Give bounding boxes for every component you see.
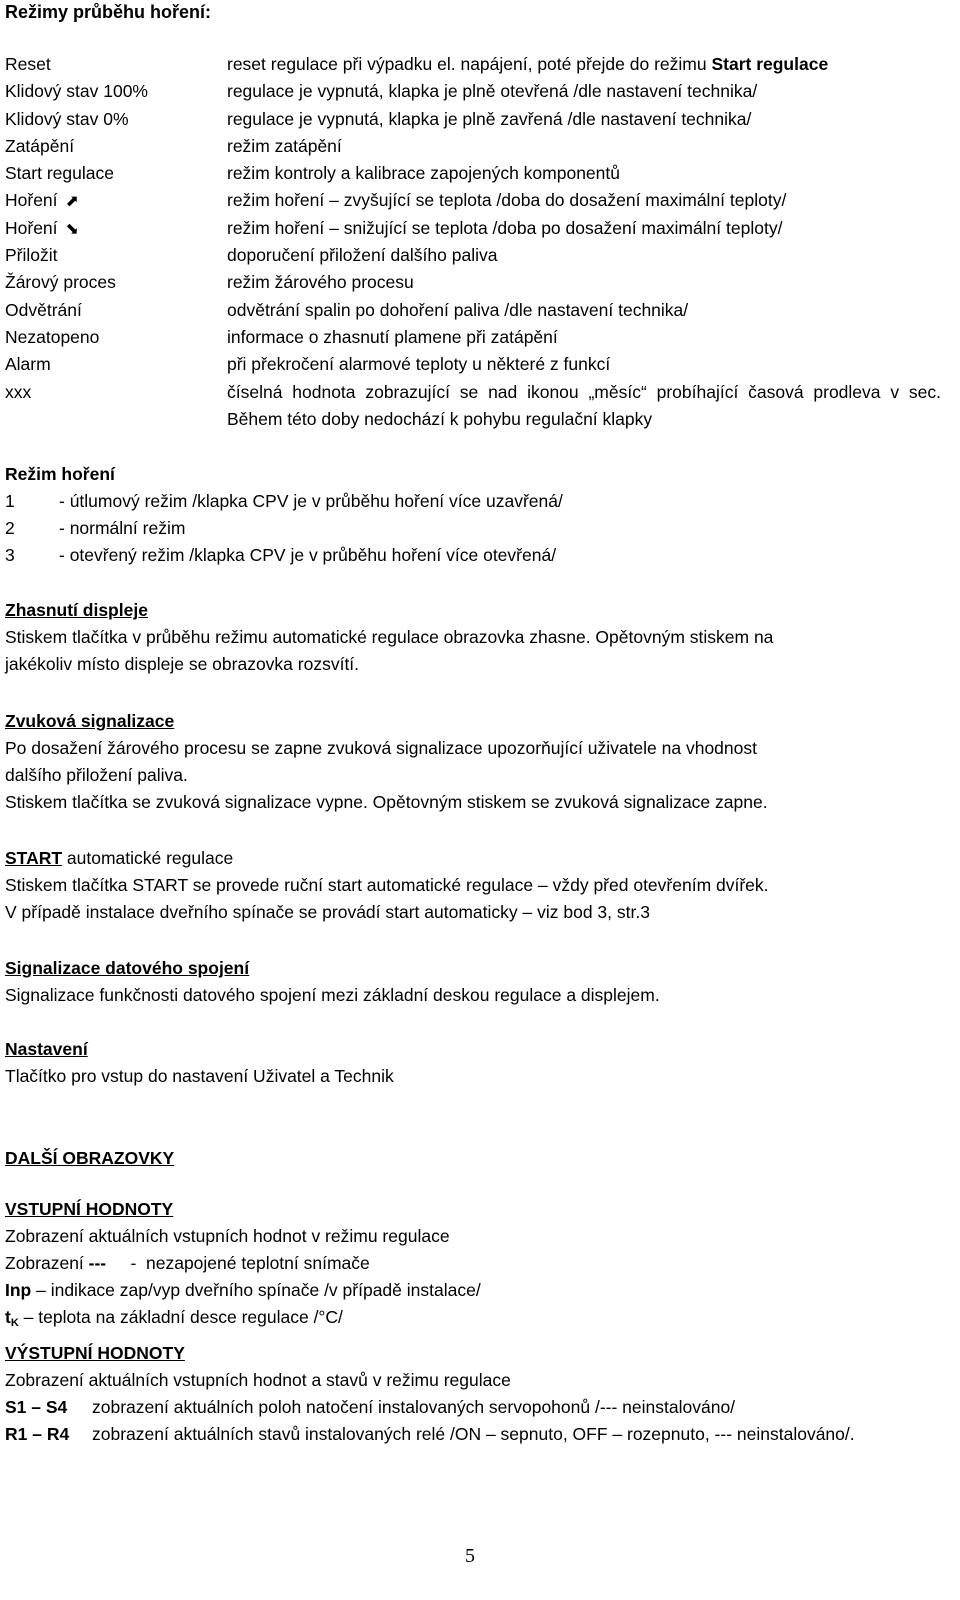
mode-name: Odvětrání <box>5 299 82 320</box>
paragraph-line: Inp – indikace zap/vyp dveřního spínače /v případě instalace/ <box>5 1280 481 1300</box>
mode-desc: režim hoření – snižující se teplota /doba po dosažení maximální teploty/ <box>227 217 783 238</box>
mode-row <box>5 297 955 324</box>
mode-desc: při překročení alarmové teploty u některé z funkcí <box>227 354 611 375</box>
mode-desc: číselná hodnota zobrazující se nad ikonou „měsíc“ probíhající časová prodleva v sec. Během této doby nedochází k pohybu regulační klapky <box>227 381 941 429</box>
mode-name: Zatápění <box>5 135 75 156</box>
mode-row <box>5 187 955 214</box>
mode-desc: režim žárového procesu <box>227 272 414 293</box>
mode-desc: regulace je vypnutá, klapka je plně otevřená /dle nastavení technika/ <box>227 81 758 102</box>
mode-row <box>5 51 955 78</box>
section-heading: DALŠÍ OBRAZOVKY <box>5 1148 175 1168</box>
list-item: 1 - útlumový režim /klapka CPV je v průběhu hoření více uzavřená/ <box>5 491 563 511</box>
mode-desc: odvětrání spalin po dohoření paliva /dle nastavení technika/ <box>227 299 689 320</box>
mode-desc: režim hoření – zvyšující se teplota /doba do dosažení maximální teploty/ <box>227 190 787 211</box>
paragraph-line: Stiskem tlačítka START se provede ruční start automatické regulace – vždy před otevřením dvířek. <box>5 875 769 895</box>
mode-row <box>5 215 955 242</box>
paragraph-line: dalšího přiložení paliva. <box>5 765 188 785</box>
mode-name: Alarm <box>5 354 51 375</box>
list-item: 2 - normální režim <box>5 518 186 538</box>
mode-name: Nezatopeno <box>5 326 100 347</box>
arrow-down-right-icon: ⬊ <box>65 220 79 238</box>
mode-name: xxx <box>5 381 32 402</box>
paragraph-line: Po dosažení žárového procesu se zapne zvuková signalizace upozorňující uživatele na vhodnost <box>5 738 757 758</box>
section-heading: START automatické regulace <box>5 848 234 868</box>
section-heading: Režim hoření <box>5 464 115 484</box>
mode-name: Klidový stav 0% <box>5 108 129 129</box>
section-heading: VSTUPNÍ HODNOTY <box>5 1199 174 1219</box>
mode-row <box>5 324 955 351</box>
section-heading: VÝSTUPNÍ HODNOTY <box>5 1343 185 1363</box>
section-heading: Zhasnutí displeje <box>5 600 148 620</box>
mode-name: Žárový proces <box>5 272 116 293</box>
mode-desc: informace o zhasnutí plamene při zatápění <box>227 326 558 347</box>
output-value: zobrazení aktuálních stavů instalovaných relé /ON – sepnuto, OFF – rozepnuto, --- neinstalováno/. <box>92 1424 855 1444</box>
paragraph-line: Tlačítko pro vstup do nastavení Uživatel a Technik <box>5 1066 394 1086</box>
display-off-section <box>5 597 945 678</box>
mode-name: Start regulace <box>5 163 114 184</box>
section-heading: Zvuková signalizace <box>5 711 175 731</box>
page-title: Režimy průběhu hoření: <box>5 2 212 22</box>
list-item: 3 - otevřený režim /klapka CPV je v průběhu hoření více otevřená/ <box>5 545 557 565</box>
paragraph-line: V případě instalace dveřního spínače se provádí start automaticky – viz bod 3, str.3 <box>5 902 650 922</box>
section-heading: Signalizace datového spojení <box>5 958 250 978</box>
modes-table <box>5 51 955 433</box>
paragraph-line: $t_K$ – teplota na základní desce regulace /°C/ <box>5 1307 343 1329</box>
start-section <box>5 845 945 926</box>
mode-row <box>5 133 955 160</box>
more-screens-heading <box>5 1145 945 1172</box>
output-row <box>5 1394 945 1421</box>
output-row <box>5 1421 945 1448</box>
mode-name: Přiložit <box>5 245 58 266</box>
mode-row <box>5 351 955 378</box>
section-heading: Nastavení <box>5 1039 88 1059</box>
mode-name: Hoření ⬈ <box>5 187 227 214</box>
paragraph-line: Signalizace funkčnosti datového spojení mezi základní deskou regulace a displejem. <box>5 985 660 1005</box>
output-key: R1 – R4 <box>5 1424 70 1444</box>
mode-name: Hoření ⬊ <box>5 215 227 242</box>
mode-row <box>5 160 955 187</box>
paragraph-line: Zobrazení --- - nezapojené teplotní snímače <box>5 1253 370 1273</box>
mode-desc: doporučení přiložení dalšího paliva <box>227 245 498 266</box>
mode-row <box>5 269 955 296</box>
output-value: zobrazení aktuálních poloh natočení instalovaných servopohonů /--- neinstalováno/ <box>92 1397 736 1417</box>
burn-mode-section <box>5 461 945 569</box>
mode-row <box>5 78 955 105</box>
input-values-section <box>5 1196 945 1337</box>
mode-name: Klidový stav 100% <box>5 81 148 102</box>
sound-signal-section <box>5 708 945 816</box>
paragraph-line: Stiskem tlačítka se zvuková signalizace vypne. Opětovným stiskem se zvuková signalizace zapne. <box>5 792 768 812</box>
mode-desc: reset regulace při výpadku el. napájení, poté přejde do režimu Start regulace <box>227 54 829 74</box>
data-link-section <box>5 955 945 1009</box>
output-values-section <box>5 1340 945 1448</box>
mode-row <box>5 379 955 433</box>
arrow-up-right-icon: ⬈ <box>65 193 79 211</box>
mode-row <box>5 106 955 133</box>
mode-desc: režim zatápění <box>227 135 342 156</box>
mode-row <box>5 242 955 269</box>
paragraph-line: Stiskem tlačítka v průběhu režimu automatické regulace obrazovka zhasne. Opětovným stiskem na <box>5 627 774 647</box>
output-key: S1 – S4 <box>5 1397 68 1417</box>
mode-name: Reset <box>5 54 51 74</box>
settings-section <box>5 1036 945 1090</box>
page-number: 5 <box>465 1545 475 1567</box>
paragraph-line: jakékoliv místo displeje se obrazovka rozsvítí. <box>5 654 360 674</box>
mode-desc: režim kontroly a kalibrace zapojených komponentů <box>227 163 620 184</box>
paragraph-line: Zobrazení aktuálních vstupních hodnot a stavů v režimu regulace <box>5 1370 511 1390</box>
mode-desc: regulace je vypnutá, klapka je plně zavřená /dle nastavení technika/ <box>227 108 752 129</box>
paragraph-line: Zobrazení aktuálních vstupních hodnot v režimu regulace <box>5 1226 450 1246</box>
